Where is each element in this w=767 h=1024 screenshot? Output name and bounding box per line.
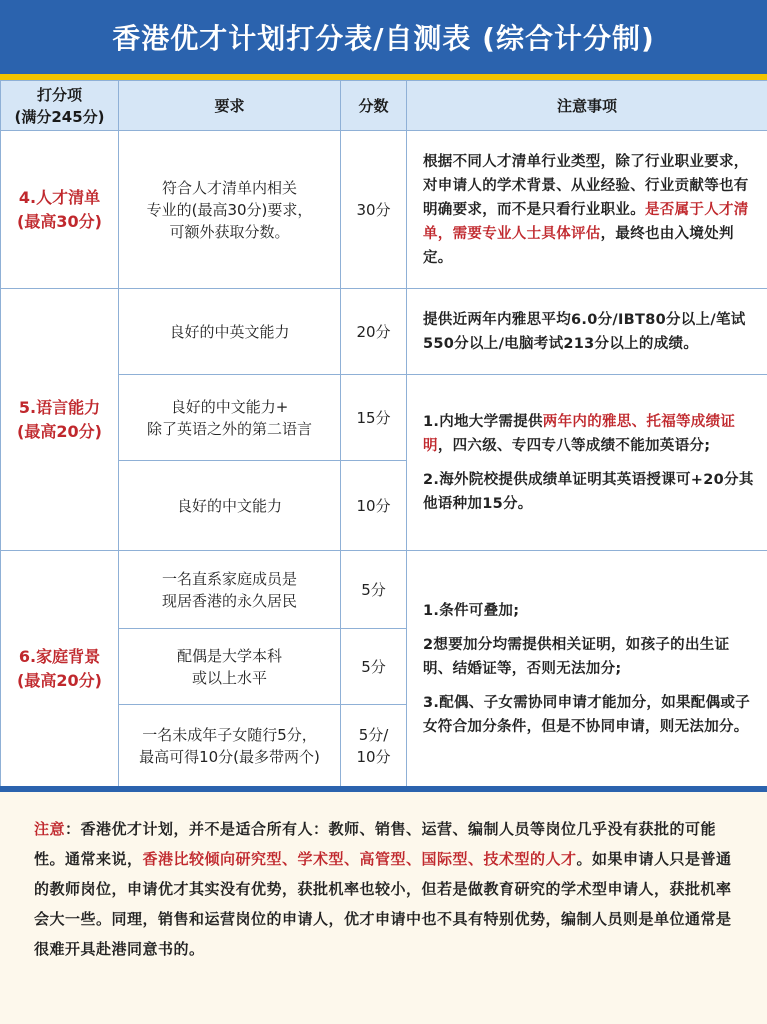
notes-cell bbox=[407, 375, 767, 551]
table-row bbox=[1, 131, 767, 289]
note-paragraph: 2想要加分均需提供相关证明，如孩子的出生证明、结婚证等，否则无法加分; bbox=[423, 636, 730, 677]
requirement-line: 配偶是大学本科 bbox=[176, 646, 282, 665]
header-item bbox=[1, 81, 119, 131]
requirement-line: 最高可得10分(最多带两个) bbox=[139, 747, 320, 766]
score-cell: 5分 bbox=[341, 551, 407, 629]
category-language bbox=[1, 289, 119, 551]
note-paragraph: 3.配偶、子女需协同申请才能加分，如果配偶或子女符合加分条件，但是不协同申请，则无法加分。 bbox=[423, 694, 750, 735]
requirement-line: 良好的中文能力 bbox=[176, 496, 282, 515]
requirement-line: 现居香港的永久居民 bbox=[161, 591, 297, 610]
category-max: (最高20分) bbox=[17, 670, 102, 690]
score-cell: 20分 bbox=[341, 289, 407, 375]
note-highlight: 两年内的雅思、托福等成绩证明 bbox=[423, 413, 736, 454]
category-title: 6.家庭背景 bbox=[18, 646, 101, 666]
score-cell: 10分 bbox=[341, 461, 407, 551]
requirement-cell bbox=[119, 375, 341, 461]
score-cell bbox=[341, 705, 407, 787]
category-title: 4.人才清单 bbox=[18, 187, 101, 207]
score-cell: 5分 bbox=[341, 629, 407, 705]
header-score: 分数 bbox=[341, 81, 407, 131]
header-item-line2: (满分245分) bbox=[14, 107, 105, 126]
requirement-line: 或以上水平 bbox=[191, 668, 267, 687]
footnote-highlight: 香港比较倾向研究型、学术型、高管型、国际型、技术型的人才 bbox=[142, 850, 577, 868]
score-table-container bbox=[0, 80, 767, 786]
requirement-line: 良好的中文能力+ bbox=[170, 397, 289, 416]
table-row bbox=[1, 289, 767, 375]
note-paragraph: 1.条件可叠加; bbox=[423, 602, 520, 619]
category-family bbox=[1, 551, 119, 787]
note-paragraph: 2.海外院校提供成绩单证明其英语授课可+20分其他语种加15分。 bbox=[423, 471, 754, 512]
requirement-line: 一名直系家庭成员是 bbox=[161, 569, 297, 588]
notes-cell: 提供近两年内雅思平均6.0分/IBT80分以上/笔试550分以上/电脑考试213分以上的成绩。 bbox=[407, 289, 767, 375]
header-notes: 注意事项 bbox=[407, 81, 767, 131]
note-highlight: 是否属于人才清单，需要专业人士具体评估 bbox=[423, 201, 749, 242]
footnote-colon: ： bbox=[65, 820, 81, 838]
requirement-cell bbox=[119, 629, 341, 705]
notes-cell bbox=[407, 131, 767, 289]
note-text: 根据不同人才清单行业类型，除了行业职业要求，对申请人的学术背景、从业经验、行业贡献等也有明确要求，而不是只看行业职业。 bbox=[423, 153, 749, 218]
score-cell: 15分 bbox=[341, 375, 407, 461]
footnote-label: 注意 bbox=[34, 820, 66, 838]
requirement-cell bbox=[119, 131, 341, 289]
note-paragraph bbox=[423, 410, 755, 458]
requirement-cell bbox=[119, 289, 341, 375]
requirement-cell bbox=[119, 461, 341, 551]
category-max: (最高20分) bbox=[17, 421, 102, 441]
footnote bbox=[0, 792, 767, 1024]
category-title: 5.语言能力 bbox=[18, 397, 101, 417]
requirement-cell bbox=[119, 705, 341, 787]
score-line: 5分/ bbox=[358, 725, 389, 744]
requirement-cell bbox=[119, 551, 341, 629]
category-max: (最高30分) bbox=[17, 211, 102, 231]
note-text: 1.内地大学需提供 bbox=[423, 413, 543, 430]
category-talent-list bbox=[1, 131, 119, 289]
title-banner bbox=[0, 0, 767, 80]
notes-cell bbox=[407, 551, 767, 787]
note-text: ，四六级、专四专八等成绩不能加英语分; bbox=[437, 437, 711, 454]
footnote-text: 。如果申请人只是普通的教师岗位，申请优才其实没有优势，获批机率也较小，但若是做教育研究的学术型申请人，获批机率会大一些。同理，销售和运营岗位的申请人，优才申请中也不具有特别优势，编制人员则是单位通常是很难开具赴港同意书的。 bbox=[34, 850, 732, 958]
requirement-line: 可额外获取分数。 bbox=[169, 222, 290, 241]
header-requirement: 要求 bbox=[119, 81, 341, 131]
header-item-line1: 打分项 bbox=[36, 85, 82, 104]
score-line: 10分 bbox=[356, 747, 391, 766]
requirement-line: 良好的中英文能力 bbox=[169, 322, 290, 341]
requirement-line: 除了英语之外的第二语言 bbox=[146, 419, 312, 438]
requirement-line: 专业的(最高30分)要求， bbox=[146, 200, 313, 219]
footnote-text: 香港优才计划，并不是适合所有人：教师、销售、运营、编制人员等岗位几乎没有获批的可能性。通常来说， bbox=[34, 820, 717, 868]
table-header-row bbox=[1, 81, 767, 131]
requirement-line: 符合人才清单内相关 bbox=[161, 178, 297, 197]
table-row bbox=[1, 551, 767, 629]
requirement-line: 一名未成年子女随行5分， bbox=[142, 725, 317, 744]
page-title: 香港优才计划打分表/自测表 (综合计分制) bbox=[112, 22, 655, 55]
note-text: ，最终也由入境处判定。 bbox=[423, 225, 734, 266]
score-cell: 30分 bbox=[341, 131, 407, 289]
score-table bbox=[0, 80, 767, 787]
